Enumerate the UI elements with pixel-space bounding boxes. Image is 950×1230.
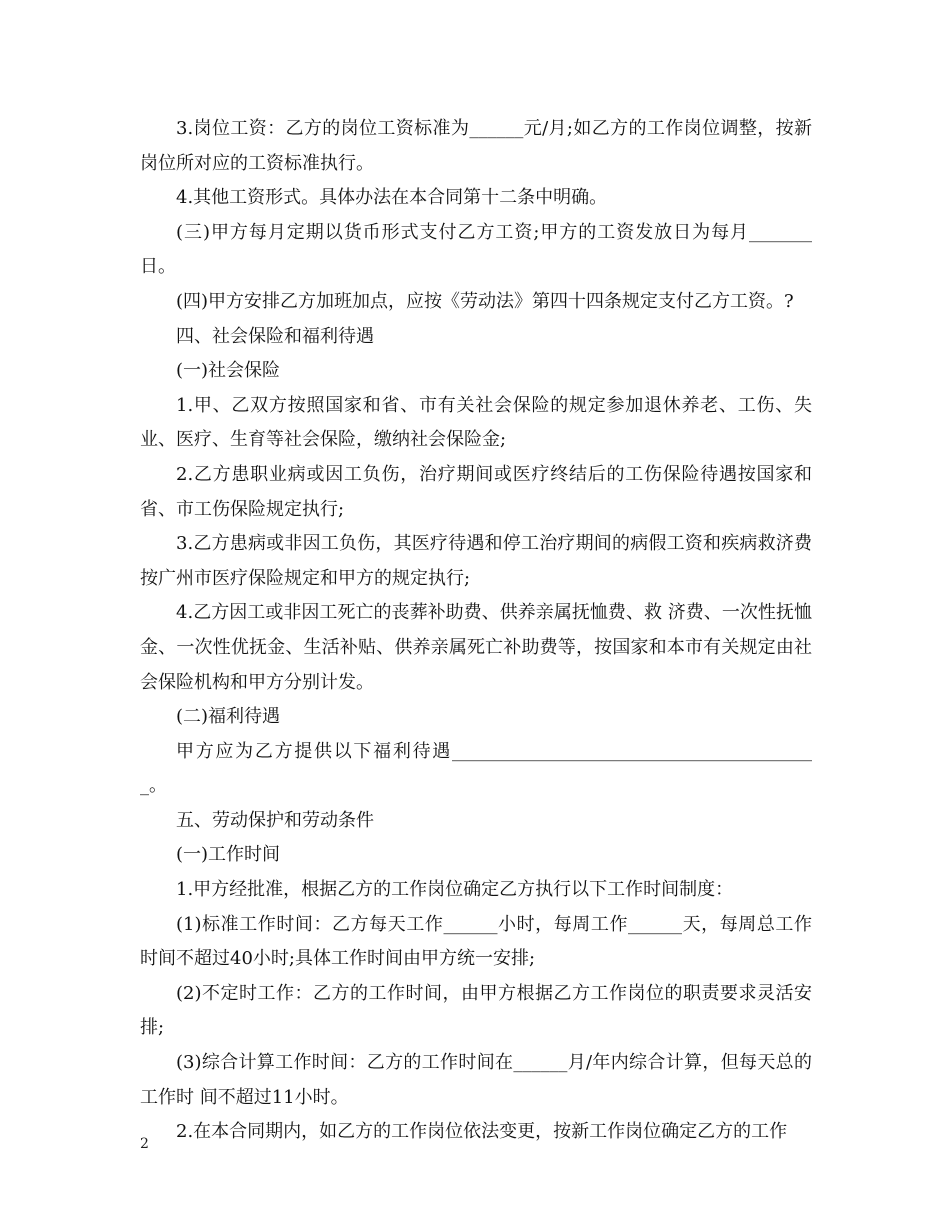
paragraph-medical-treatment: 3.乙方患病或非因工负伤，其医疗待遇和停工治疗期间的病假工资和疾病救济费按广州市医疗保险规定和甲方的规定执行; [140,533,812,589]
paragraph-working-hours-system: 1.甲方经批准，根据乙方的工作岗位确定乙方执行以下工作时间制度： [176,879,734,901]
paragraph-other-wage-forms: 4.其他工资形式。具体办法在本合同第十二条中明确。 [176,187,608,209]
paragraph-work-injury-insurance: 2.乙方患职业病或因工负伤，治疗期间或医疗终结后的工伤保险待遇按国家和省、市工伤保险规定执行; [140,463,812,520]
paragraph-welfare-provision: 甲方应为乙方提供以下福利待遇_________________________________________。 [140,740,812,797]
subsection-heading-welfare: (二)福利待遇 [176,706,281,728]
paragraph-comprehensive-hours: (3)综合计算工作时间：乙方的工作时间在______月/年内综合计算，但每天总的工作时 间不超过11小时。 [140,1052,812,1108]
paragraph-insurance-participation: 1.甲、乙双方按照国家和省、市有关社会保险的规定参加退休养老、工伤、失业、医疗、生育等社会保险，缴纳社会保险金; [140,394,812,451]
paragraph-post-wage: 3.岗位工资：乙方的岗位工资标准为______元/月;如乙方的工作岗位调整，按新岗位所对应的工资标准执行。 [140,118,812,174]
section-heading-labor-protection: 五、劳动保护和劳动条件 [176,809,374,831]
subsection-heading-working-hours: (一)工作时间 [176,844,281,866]
section-heading-social-insurance-welfare: 四、社会保险和福利待遇 [176,325,374,347]
paragraph-standard-hours: (1)标准工作时间：乙方每天工作______小时，每周工作______天，每周总工作时间不超过40小时;具体工作时间由甲方统一安排; [140,913,812,970]
paragraph-overtime-pay: (四)甲方安排乙方加班加点，应按《劳动法》第四十四条规定支付乙方工资。? [176,290,794,312]
paragraph-flexible-hours: (2)不定时工作：乙方的工作时间，由甲方根据乙方工作岗位的职责要求灵活安排; [140,982,812,1039]
document-body [140,112,812,1150]
page-number: 2 [140,1136,149,1152]
paragraph-position-change: 2.在本合同期内，如乙方的工作岗位依法变更，按新工作岗位确定乙方的工作 [176,1121,788,1143]
subsection-heading-social-insurance: (一)社会保险 [176,360,281,382]
paragraph-wage-payment-day: (三)甲方每月定期以货币形式支付乙方工资;甲方的工资发放日为每月_______日。 [140,221,812,278]
paragraph-death-benefits: 4.乙方因工或非因工死亡的丧葬补助费、供养亲属抚恤费、救 济费、一次性抚恤金、一次性优抚金、生活补贴、供养亲属死亡补助费等，按国家和本市有关规定由社会保险机构和甲方分别计发。 [140,602,812,693]
